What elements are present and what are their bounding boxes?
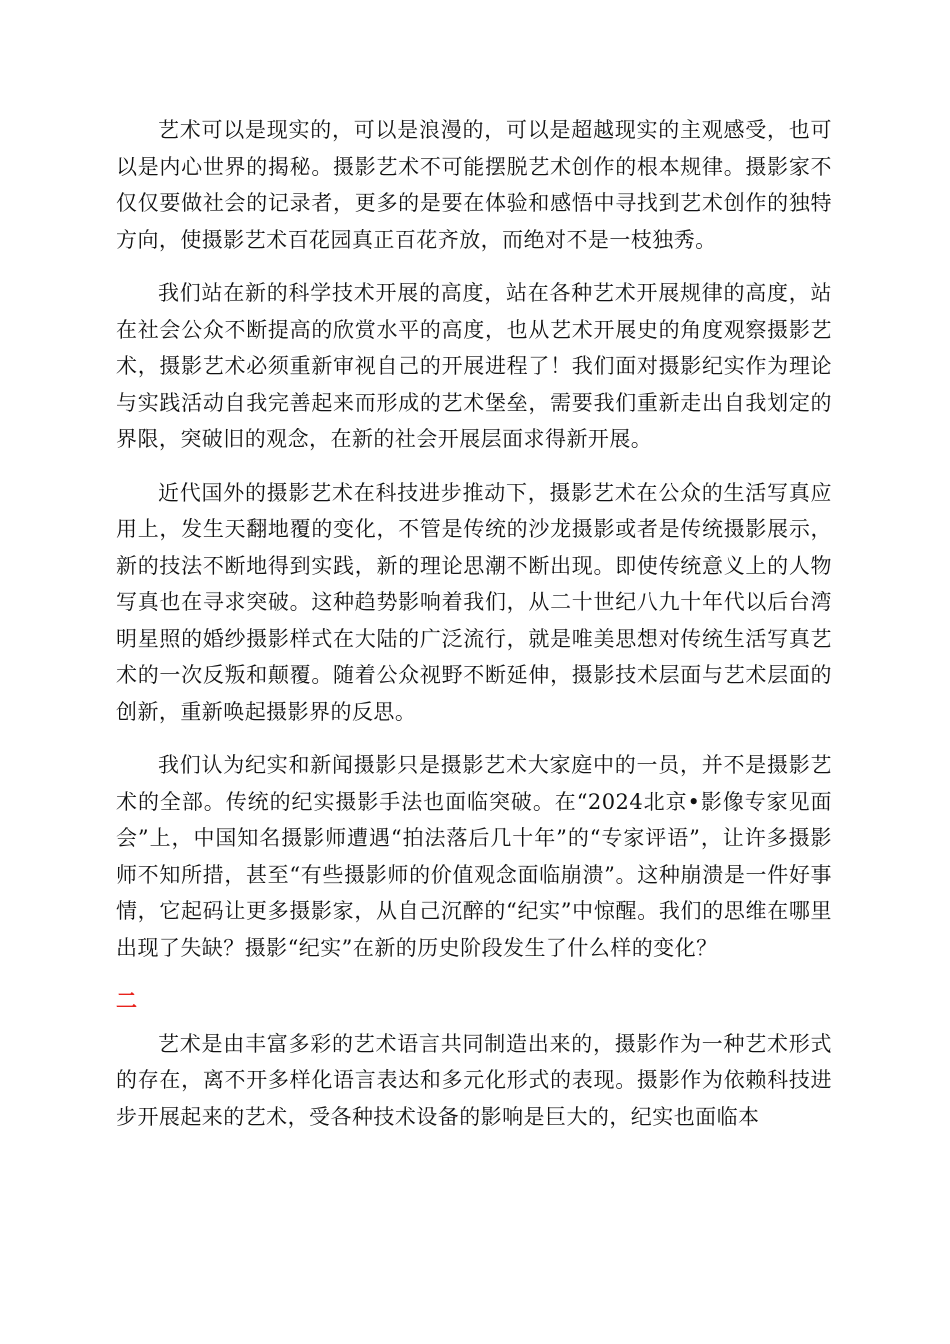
section-heading-two: 二 bbox=[116, 988, 137, 1013]
paragraph-art-reality: 艺术可以是现实的，可以是浪漫的，可以是超越现实的主观感受，也可以是内心世界的揭秘。摄影艺术不可能摆脱艺术创作的根本规律。摄影家不仅仅要做社会的记录者，更多的是要在体验和感悟中寻找到艺术创作的独特方向，使摄影艺术百花园真正百花齐放，而绝对不是一枝独秀。 bbox=[116, 118, 832, 252]
paragraph-art-language: 艺术是由丰富多彩的艺术语言共同制造出来的，摄影作为一种艺术形式的存在，离不开多样化语言表达和多元化形式的表现。摄影作为依赖科技进步开展起来的艺术，受各种技术设备的影响是巨大的，纪实也面临本 bbox=[116, 1031, 832, 1129]
paragraph-new-height: 我们站在新的科学技术开展的高度，站在各种艺术开展规律的高度，站在社会公众不断提高的欣赏水平的高度，也从艺术开展史的角度观察摄影艺术，摄影艺术必须重新审视自己的开展进程了！我们面对摄影纪实作为理论与实践活动自我完善起来而形成的艺术堡垒，需要我们重新走出自我划定的界限，突破旧的观念，在新的社会开展层面求得新开展。 bbox=[116, 281, 832, 451]
paragraph-foreign-photography: 近代国外的摄影艺术在科技进步推动下，摄影艺术在公众的生活写真应用上，发生天翻地覆的变化，不管是传统的沙龙摄影或者是传统摄影展示，新的技法不断地得到实践，新的理论思潮不断出现。即使传统意义上的人物写真也在寻求突破。这种趋势影响着我们，从二十世纪八九十年代以后台湾明星照的婚纱摄影样式在大陆的广泛流行，就是唯美思想对传统生活写真艺术的一次反叛和颠覆。随着公众视野不断延伸，摄影技术层面与艺术层面的创新，重新唤起摄影界的反思。 bbox=[116, 480, 832, 724]
document-body bbox=[116, 112, 832, 1152]
paragraph-documentary-news: 我们认为纪实和新闻摄影只是摄影艺术大家庭中的一员，并不是摄影艺术的全部。传统的纪实摄影手法也面临突破。在“2024北京•影像专家见面会”上，中国知名摄影师遭遇“拍法落后几十年”的“专家评语”，让许多摄影师不知所措，甚至“有些摄影师的价值观念面临崩溃”。这种崩溃是一件好事情，它起码让更多摄影家，从自己沉醉的“纪实”中惊醒。我们的思维在哪里出现了失缺？摄影“纪实”在新的历史阶段发生了什么样的变化？ bbox=[116, 753, 832, 960]
